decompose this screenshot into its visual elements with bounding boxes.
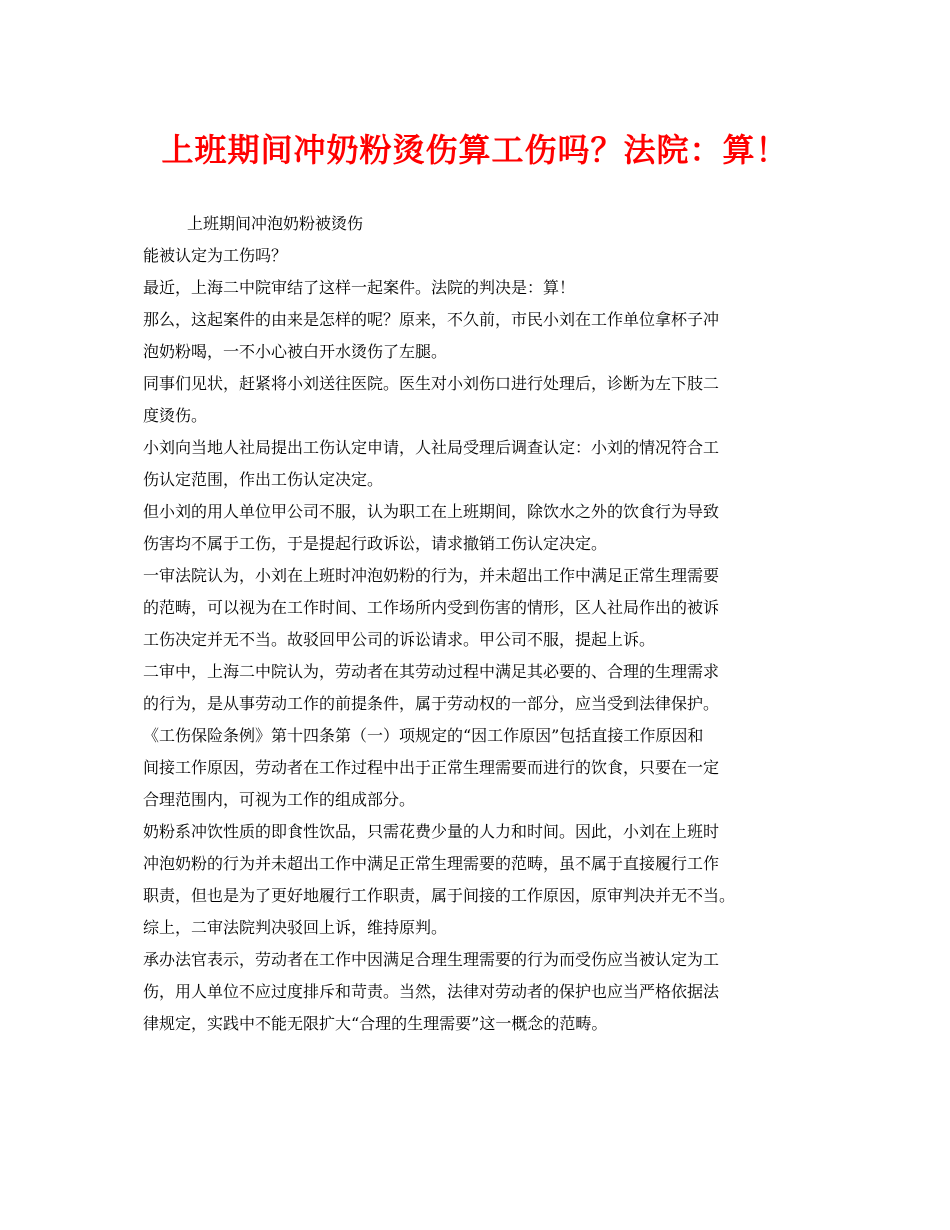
text-line: 同事们见状，赶紧将小刘送往医院。医生对小刘伤口进行处理后，诊断为左下肢二: [143, 374, 720, 393]
text-line: 泡奶粉喝，一不小心被白开水烫伤了左腿。: [143, 342, 448, 361]
text-line: 合理范围内，可视为工作的组成部分。: [143, 790, 416, 809]
text-line: 度烫伤。: [143, 406, 208, 425]
text-line: 但小刘的用人单位甲公司不服，认为职工在上班期间，除饮水之外的饮食行为导致: [143, 502, 720, 521]
text-line: 的范畴，可以视为在工作时间、工作场所内受到伤害的情形，区人社局作出的被诉: [143, 598, 720, 617]
text-line: 小刘向当地人社局提出工伤认定申请，人社局受理后调查认定：小刘的情况符合工: [143, 438, 720, 457]
text-line: 承办法官表示，劳动者在工作中因满足合理生理需要的行为而受伤应当被认定为工: [143, 950, 720, 969]
text-line: 那么，这起案件的由来是怎样的呢？原来，不久前，市民小刘在工作单位拿杯子冲: [143, 310, 720, 329]
text-line: 《工伤保险条例》第十四条第（一）项规定的“因工作原因”包括直接工作原因和: [143, 726, 704, 745]
text-line: 上班期间冲泡奶粉被烫伤: [187, 214, 364, 233]
text-line: 间接工作原因，劳动者在工作过程中出于正常生理需要而进行的饮食，只要在一定: [143, 758, 720, 777]
text-line: 职责，但也是为了更好地履行工作职责，属于间接的工作原因，原审判决并无不当。: [143, 886, 736, 905]
text-line: 伤，用人单位不应过度排斥和苛责。当然，法律对劳动者的保护也应当严格依据法: [143, 982, 720, 1001]
text-line: 的行为，是从事劳动工作的前提条件，属于劳动权的一部分，应当受到法律保护。: [143, 694, 720, 713]
text-line: 二审中，上海二中院认为，劳动者在其劳动过程中满足其必要的、合理的生理需求: [143, 662, 720, 681]
text-line: 冲泡奶粉的行为并未超出工作中满足正常生理需要的范畴，虽不属于直接履行工作: [143, 854, 720, 873]
text-line: 伤害均不属于工伤，于是提起行政诉讼，请求撤销工伤认定决定。: [143, 534, 608, 553]
text-line: 综上，二审法院判决驳回上诉，维持原判。: [143, 918, 448, 937]
text-line: 一审法院认为，小刘在上班时冲泡奶粉的行为，并未超出工作中满足正常生理需要: [143, 566, 720, 585]
text-line: 能被认定为工伤吗？: [143, 246, 288, 265]
text-line: 伤认定范围，作出工伤认定决定。: [143, 470, 384, 489]
page-title: 上班期间冲奶粉烫伤算工伤吗？法院：算！: [161, 131, 789, 169]
text-line: 奶粉系冲饮性质的即食性饮品，只需花费少量的人力和时间。因此，小刘在上班时: [143, 822, 720, 841]
text-line: 工伤决定并无不当。故驳回甲公司的诉讼请求。甲公司不服，提起上诉。: [143, 630, 656, 649]
text-line: 最近，上海二中院审结了这样一起案件。法院的判决是：算！: [143, 278, 576, 297]
article-body: [143, 208, 823, 1040]
text-line: 律规定，实践中不能无限扩大“合理的生理需要”这一概念的范畴。: [143, 1014, 608, 1033]
